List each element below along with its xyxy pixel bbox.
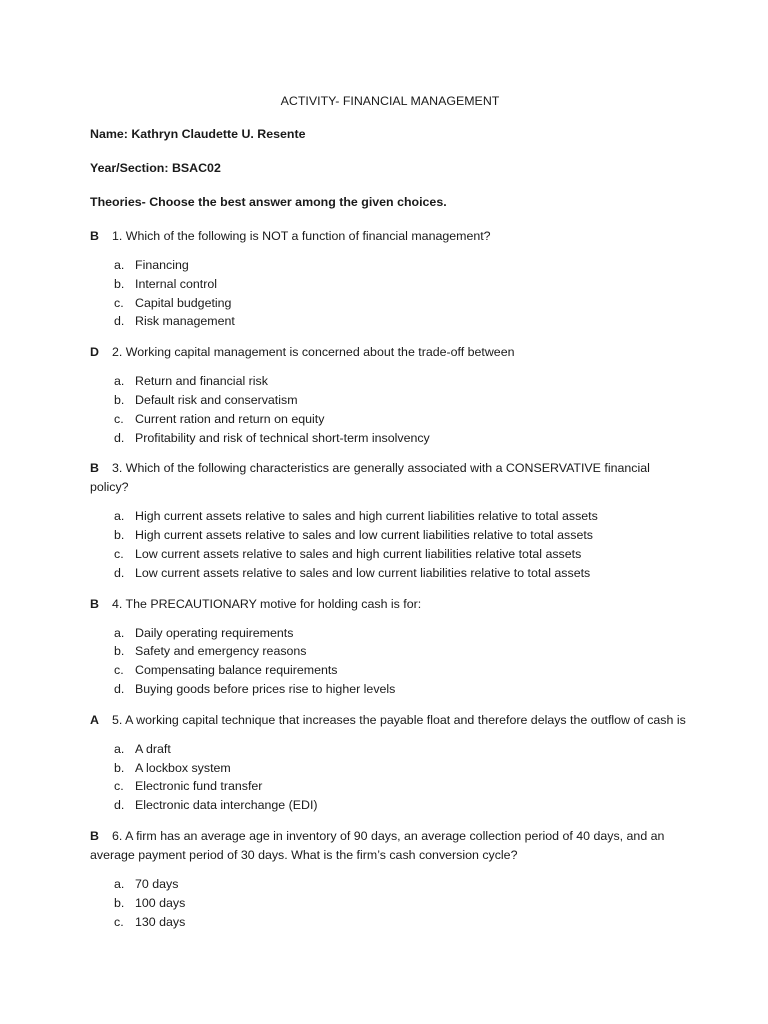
question-text-line: [90, 827, 690, 865]
option-text: High current assets relative to sales and low current liabilities relative to total assets: [135, 528, 593, 543]
option-letter: a.: [114, 876, 125, 891]
option-letter: b.: [114, 528, 125, 543]
option-text: Safety and emergency reasons: [135, 644, 307, 659]
answer-letter: A: [90, 712, 99, 727]
question-text-line: [90, 227, 690, 246]
option-item: [114, 875, 690, 894]
document-page: [90, 92, 690, 943]
option-text: Electronic fund transfer: [135, 779, 263, 794]
option-item: [114, 913, 690, 932]
option-letter: a.: [114, 374, 125, 389]
option-letter: a.: [114, 741, 125, 756]
option-text: Risk management: [135, 314, 235, 329]
question-item: [90, 595, 690, 699]
option-letter: b.: [114, 644, 125, 659]
option-letter: d.: [114, 565, 125, 580]
option-letter: c.: [114, 546, 124, 561]
option-item: [114, 642, 690, 661]
option-item: [114, 545, 690, 564]
option-letter: d.: [114, 314, 125, 329]
answer-letter: B: [90, 229, 99, 243]
year-section: Year/Section: BSAC02: [90, 161, 221, 175]
option-letter: c.: [114, 295, 124, 310]
option-item: [114, 391, 690, 410]
option-letter: b.: [114, 895, 125, 910]
option-text: Current ration and return on equity: [135, 411, 325, 426]
question-text-line: [90, 595, 690, 614]
question-item: [90, 227, 690, 331]
student-name: Name: Kathryn Claudette U. Resente: [90, 127, 306, 141]
option-letter: d.: [114, 798, 125, 813]
document-title: ACTIVITY- FINANCIAL MANAGEMENT: [280, 94, 500, 108]
question-item: [90, 459, 690, 582]
question-text-line: [90, 459, 690, 497]
option-text: Internal control: [135, 276, 217, 291]
question-text: 1. Which of the following is NOT a function of financial management?: [112, 229, 491, 243]
answer-letter: B: [90, 596, 99, 611]
option-letter: a.: [114, 258, 125, 272]
option-item: [114, 312, 690, 331]
option-list: [90, 372, 690, 447]
option-item: [114, 526, 690, 545]
option-letter: d.: [114, 430, 125, 445]
option-letter: c.: [114, 779, 124, 794]
option-letter: c.: [114, 663, 124, 678]
option-item: [114, 680, 690, 699]
instructions: Theories- Choose the best answer among the given choices.: [90, 195, 447, 209]
option-text: Electronic data interchange (EDI): [135, 798, 318, 813]
option-text: Compensating balance requirements: [135, 663, 338, 678]
option-letter: a.: [114, 509, 125, 524]
option-item: [114, 624, 690, 643]
option-list: [90, 624, 690, 699]
question-text: 5. A working capital technique that increases the payable float and therefore delays the outflow of cash is: [112, 712, 686, 727]
option-item: [114, 564, 690, 583]
option-item: [114, 740, 690, 759]
option-item: [114, 256, 690, 275]
option-list: [90, 740, 690, 815]
option-item: [114, 294, 690, 313]
option-text: A draft: [135, 741, 171, 756]
question-list: [90, 227, 690, 931]
option-letter: d.: [114, 681, 125, 696]
option-text: Return and financial risk: [135, 374, 268, 389]
option-item: [114, 796, 690, 815]
option-list: [90, 256, 690, 331]
answer-letter: B: [90, 461, 99, 476]
option-text: A lockbox system: [135, 760, 231, 775]
option-item: [114, 507, 690, 526]
option-letter: c.: [114, 411, 124, 426]
question-item: [90, 827, 690, 931]
option-item: [114, 894, 690, 913]
option-item: [114, 410, 690, 429]
question-text-line: [90, 711, 690, 730]
answer-letter: D: [90, 345, 99, 360]
option-list: [90, 507, 690, 582]
answer-letter: B: [90, 828, 99, 843]
option-letter: a.: [114, 625, 125, 640]
option-item: [114, 759, 690, 778]
option-letter: b.: [114, 392, 125, 407]
option-text: Buying goods before prices rise to higher levels: [135, 681, 396, 696]
option-text: Default risk and conservatism: [135, 392, 298, 407]
option-letter: b.: [114, 760, 125, 775]
question-text: 2. Working capital management is concerned about the trade-off between: [112, 345, 515, 360]
option-text: High current assets relative to sales and high current liabilities relative to total assets: [135, 509, 598, 524]
option-text: 130 days: [135, 914, 186, 929]
option-text: Profitability and risk of technical short-term insolvency: [135, 430, 430, 445]
question-text-line: [90, 343, 690, 362]
option-text: Low current assets relative to sales and high current liabilities relative total assets: [135, 546, 582, 561]
question-item: [90, 343, 690, 447]
option-text: Daily operating requirements: [135, 625, 294, 640]
option-text: Low current assets relative to sales and low current liabilities relative to total assets: [135, 565, 591, 580]
option-item: [114, 777, 690, 796]
option-letter: b.: [114, 276, 125, 291]
option-letter: c.: [114, 914, 124, 929]
question-item: [90, 711, 690, 815]
option-item: [114, 372, 690, 391]
option-text: Capital budgeting: [135, 295, 232, 310]
option-item: [114, 429, 690, 448]
option-item: [114, 275, 690, 294]
question-text: 3. Which of the following characteristics are generally associated with a CONSERVATIVE financial policy?: [90, 461, 650, 495]
option-item: [114, 661, 690, 680]
question-text: 4. The PRECAUTIONARY motive for holding cash is for:: [112, 596, 422, 611]
option-text: 100 days: [135, 895, 186, 910]
option-text: 70 days: [135, 876, 179, 891]
option-list: [90, 875, 690, 931]
question-text: 6. A firm has an average age in inventory of 90 days, an average collection period of 40 days, and an average payment period of 30 days. What is the firm’s cash conversion cycle?: [90, 828, 665, 862]
option-text: Financing: [135, 258, 189, 272]
